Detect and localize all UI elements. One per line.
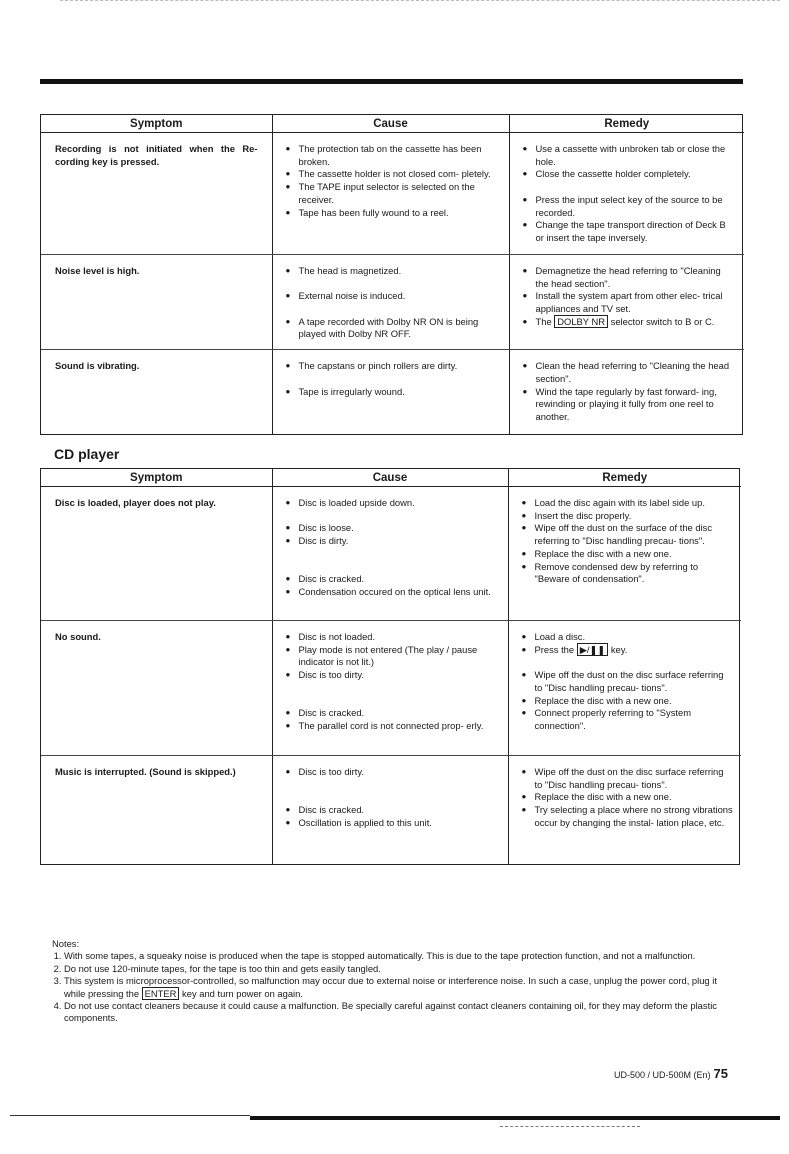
list-item: ● Disc is loose. xyxy=(283,522,500,535)
list-item: ● Disc is cracked. xyxy=(283,804,500,817)
list-item: ● Disc is not loaded. xyxy=(283,631,500,644)
list-item: ● Connect properly referring to "System connection". xyxy=(519,707,734,732)
list-item: ● External noise is induced. xyxy=(283,290,501,303)
list-item: ● Press the input select key of the source to be recorded. xyxy=(520,194,737,219)
list-item: ● Play mode is not entered (The play / pause indicator is not lit.) xyxy=(283,644,500,669)
table-row xyxy=(41,487,741,621)
list-item: ● Insert the disc properly. xyxy=(519,510,734,523)
note-item xyxy=(64,975,732,1000)
note-item: 1. With some tapes, a squeaky noise is produced when the tape is stopped automatically. This is due to the tape protection function, and not a malfunction. xyxy=(64,950,732,962)
remedy-cell xyxy=(509,255,744,350)
list-item: ● Wipe off the dust on the surface of the disc referring to "Disc handling precau- tions". xyxy=(519,522,734,547)
list-item: ● The parallel cord is not connected prop- erly. xyxy=(283,720,500,733)
list-item: ● Use a cassette with unbroken tab or close the hole. xyxy=(520,143,737,168)
remedy-cell xyxy=(508,621,741,756)
list-item: ● A tape recorded with Dolby NR ON is being played with Dolby NR OFF. xyxy=(283,316,501,341)
list-item: ● Change the tape transport direction of Deck B or insert the tape inversely. xyxy=(520,219,737,244)
symptom-cell: No sound. xyxy=(41,621,272,756)
list-item: ● The head is magnetized. xyxy=(283,265,501,278)
remedy-cell xyxy=(509,133,744,255)
list-item: ● Wipe off the dust on the disc surface referring to "Disc handling precau- tions". xyxy=(519,766,734,791)
table-row xyxy=(41,756,741,864)
list-item: ● Wind the tape regularly by fast forward- ing, rewinding or playing it fully from one reel to another. xyxy=(520,386,737,424)
symptom-header: Symptom xyxy=(41,115,272,133)
cause-header: Cause xyxy=(272,469,508,487)
list-item: ● Load the disc again with its label side up. xyxy=(519,497,734,510)
bottom-scan-dash xyxy=(500,1126,640,1127)
list-item: ● Disc is cracked. xyxy=(283,573,500,586)
list-item: ● Disc is loaded upside down. xyxy=(283,497,500,510)
list-item: ● The cassette holder is not closed com- pletely. xyxy=(283,168,501,181)
table-header-row xyxy=(41,469,741,487)
table-header-row xyxy=(41,115,744,133)
list-item: ● Condensation occured on the optical lens unit. xyxy=(283,586,500,599)
cause-cell xyxy=(272,756,508,864)
bottom-thin-rule xyxy=(10,1115,250,1116)
cause-cell xyxy=(272,487,508,621)
list-item: ● Try selecting a place where no strong vibrations occur by changing the instal- lation place, etc. xyxy=(519,804,734,829)
list-item: ● Remove condensed dew by referring to "Beware of condensation". xyxy=(519,561,734,586)
remedy-cell xyxy=(509,350,744,434)
page-footer xyxy=(614,1066,728,1081)
remedy-text: key. xyxy=(608,643,628,655)
note-text: key and turn power on again. xyxy=(179,987,303,999)
list-item: ● Wipe off the dust on the disc surface referring to "Disc handling precau- tions". xyxy=(519,669,734,694)
list-item: ● Demagnetize the head referring to "Cleaning the head section". xyxy=(520,265,737,290)
symptom-cell: Recording is not initiated when the Re- cording key is pressed. xyxy=(41,133,272,255)
page-number: 75 xyxy=(713,1066,728,1081)
symptom-cell: Sound is vibrating. xyxy=(55,360,140,372)
list-item: ● Replace the disc with a new one. xyxy=(519,791,734,804)
list-item: ● Load a disc. xyxy=(519,631,734,644)
remedy-header: Remedy xyxy=(509,115,744,133)
enter-key-label: ENTER xyxy=(142,987,180,1000)
dolby-nr-key-label: DOLBY NR xyxy=(554,315,608,328)
table-row xyxy=(41,621,741,756)
list-item: ● The TAPE input selector is selected on the receiver. xyxy=(283,181,501,206)
list-item xyxy=(519,644,734,657)
cause-cell xyxy=(272,133,509,255)
list-item: ● Disc is too dirty. xyxy=(283,669,500,682)
remedy-cell xyxy=(508,756,741,864)
table-row xyxy=(41,350,744,434)
top-rule xyxy=(40,79,743,84)
play-pause-key-icon: ▶/❚❚ xyxy=(577,643,609,656)
remedy-text: selector switch to B or C. xyxy=(608,315,715,327)
list-item: ● The protection tab on the cassette has been broken. xyxy=(283,143,501,168)
notes-list xyxy=(52,950,732,1024)
remedy-header: Remedy xyxy=(508,469,741,487)
remedy-text: The xyxy=(535,315,555,327)
list-item: ● Tape is irregularly wound. xyxy=(283,386,501,399)
list-item: ● Disc is dirty. xyxy=(283,535,500,548)
symptom-header: Symptom xyxy=(41,469,272,487)
section-title: CD player xyxy=(54,446,120,462)
top-scan-dash xyxy=(60,0,780,1)
symptom-cell: Disc is loaded, player does not play. xyxy=(41,487,272,621)
list-item: ● Clean the head referring to "Cleaning the head section". xyxy=(520,360,737,385)
note-text: This system is microprocessor-controlled, so malfunction may occur due to external noise or interference noise. In such a case, unplug the power cord, plug it while pressing the xyxy=(64,975,717,999)
remedy-cell xyxy=(508,487,741,621)
list-item: ● The capstans or pinch rollers are dirty. xyxy=(283,360,501,373)
cause-header: Cause xyxy=(272,115,509,133)
note-item: 4. Do not use contact cleaners because it could cause a malfunction. Be specially careful against contact cleaners containing oil, for they may deform the plastic components. xyxy=(64,1000,732,1025)
list-item: ● Oscillation is applied to this unit. xyxy=(283,817,500,830)
list-item: ● Replace the disc with a new one. xyxy=(519,695,734,708)
symptom-cell: Noise level is high. xyxy=(41,255,272,350)
table-row xyxy=(41,255,744,350)
model-label: UD-500 / UD-500M (En) xyxy=(614,1070,711,1080)
list-item: ● Disc is too dirty. xyxy=(283,766,500,779)
cause-cell xyxy=(272,255,509,350)
list-item: ● Tape has been fully wound to a reel. xyxy=(283,207,501,220)
bottom-rule xyxy=(250,1116,780,1120)
symptom-cell: Music is interrupted. (Sound is skipped.) xyxy=(55,766,236,777)
cause-cell xyxy=(272,621,508,756)
cause-cell xyxy=(272,350,509,434)
notes-section xyxy=(52,938,732,1025)
note-item: 2. Do not use 120-minute tapes, for the tape is too thin and gets easily tangled. xyxy=(64,963,732,975)
list-item: ● Close the cassette holder completely. xyxy=(520,168,737,181)
tape-troubleshooting-table xyxy=(40,114,743,435)
table-row xyxy=(41,133,744,255)
remedy-text: Press the xyxy=(534,643,577,655)
list-item: ● Install the system apart from other elec- trical appliances and TV set. xyxy=(520,290,737,315)
list-item: ● Replace the disc with a new one. xyxy=(519,548,734,561)
notes-title: Notes: xyxy=(52,938,80,949)
list-item: ● Disc is cracked. xyxy=(283,707,500,720)
list-item xyxy=(520,316,737,329)
cd-troubleshooting-table xyxy=(40,468,740,865)
